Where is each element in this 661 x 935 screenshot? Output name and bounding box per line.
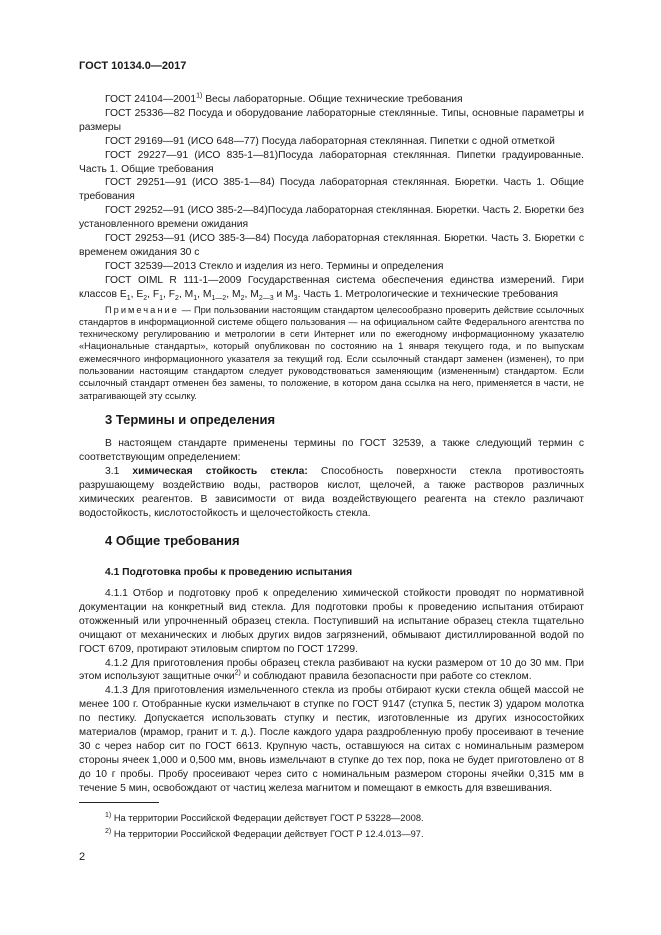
term-name: химическая стойкость стекла: bbox=[132, 465, 308, 477]
normative-references bbox=[79, 93, 584, 402]
reference-item-oiml: ГОСТ OIML R 111-1—2009 Государственная система обеспечения единства измерений. Гири классов $E_1$, $E_2$, $F_1$, $F_2$, $M_1$, $M_{1—2}$, $M_2$, $M_{2—3}$ и $M_3$. Часть 1. Метрологические и технические требования bbox=[79, 274, 584, 302]
clause-4-1-3: 4.1.3 Для приготовления измельченного стекла из пробы отбирают куски стекла общей массой не менее 100 г. Отобранные куски измельчают в ступке по ГОСТ 9147 (ступка 5, пестик 3) ударом молотка по пестику. Допускается использовать ступку и пестик, изготовленные из других износостойких материалов (мрамор, гранит и т. д.). После каждого удара раздробленную пробу просеивают в течение 30 с через набор сит по ГОСТ 6613. Крупную часть, оставшуюся на ситах с номинальным размером стороны ячеек 1,000 и 0,500 мм, вновь измельчают в ступке до тех пор, пока не будет приготовлено от 8 до 10 г пробы. Пробу просеивают через сито с номинальным размером стороны ячейки 0,315 мм в течение 5 мин, освобождают от частиц железа магнитом и помещают в емкость для взвешивания. bbox=[79, 685, 584, 794]
section-3-body bbox=[79, 437, 584, 520]
note-label: Примечание bbox=[105, 304, 179, 315]
section-4-heading: 4 Общие требования bbox=[105, 533, 240, 548]
subsection-4-1-heading: 4.1 Подготовка пробы к проведению испытания bbox=[105, 567, 353, 578]
page-number: 2 bbox=[79, 851, 86, 863]
reference-item: ГОСТ 25336—82 Посуда и оборудование лабораторные стеклянные. Типы, основные параметры и размеры bbox=[79, 107, 585, 133]
reference-item: ГОСТ 24104—2001$^{1)}$ Весы лабораторные. Общие технические требования bbox=[105, 92, 463, 105]
standard-header: ГОСТ 10134.0—2017 bbox=[79, 60, 187, 72]
term-definition: 3.1 химическая стойкость стекла: Способность поверхности стекла противостоять разрушающему воздействию воды, растворов кислот, щелочей, а также растворов различных химических реагентов. В зависимости от вида воздействующего реагента на стекло различают водостойкость, кислотостойкость и щелочестойкость стекла. bbox=[79, 465, 585, 519]
footnote-1: $^{1)}$ На территории Российской Федерации действует ГОСТ Р 53228—2008. bbox=[105, 811, 424, 823]
section-3-heading: 3 Термины и определения bbox=[105, 412, 276, 427]
clause-4-1-2: 4.1.2 Для приготовления пробы образец стекла разбивают на куски размером от 10 до 30 мм. При этом используют защитные очки$^{2)}$ и соблюдают правила безопасности при работе со стеклом. bbox=[79, 657, 584, 683]
reference-item: ГОСТ 29253—91 (ИСО 385-3—84) Посуда лабораторная стеклянная. Бюретки. Часть 3. Бюретки с временем ожидания 30 с bbox=[79, 233, 584, 258]
clause-4-1-1: 4.1.1 Отбор и подготовку проб к определению химической стойкости проводят по нормативной документации на конкретный вид стекла. Для подготовки пробы к проведению испытания отбирают отожженный или упрочненный образец стекла. Поступивший на испытание образец стекла тщательно очищают от механических и любых других видов загрязнений, обмывают дистиллированной водой по ГОСТ 6709, протирают этиловым спиртом по ГОСТ 17299. bbox=[79, 588, 584, 655]
section-4-body bbox=[79, 587, 584, 796]
section-3-intro: В настоящем стандарте применены термины по ГОСТ 32539, а также следующий термин с соответствующим определением: bbox=[79, 438, 584, 463]
reference-item: ГОСТ 32539—2013 Стекло и изделия из него. Термины и определения bbox=[105, 260, 444, 272]
footnote-2: $^{2)}$ На территории Российской Федерации действует ГОСТ Р 12.4.013—97. bbox=[105, 827, 424, 839]
reference-item: ГОСТ 29227—91 (ИСО 835-1—81)Посуда лабораторная стеклянная. Пипетки градуированные. Часть 1. Общие требования bbox=[79, 149, 584, 175]
footnote-divider bbox=[79, 802, 159, 803]
reference-item: ГОСТ 29251—91 (ИСО 385-1—84) Посуда лабораторная стеклянная. Бюретки. Часть 1. Общие требования bbox=[79, 177, 584, 203]
note-paragraph: Примечание — При пользовании настоящим стандартом целесообразно проверить действие ссылочных стандартов в информационной системе общего пользования — на официальном сайте Федерального агентства по техническому регулированию и метрологии в сети Интернет или по ежегодному информационному указателю «Национальные стандарты», который опубликован по состоянию на 1 января текущего года, и по выпускам ежемесячного информационного указателя за текущий год. Если ссылочный стандарт заменен (изменен), то при пользовании настоящим стандартом следует руководствоваться заменяющим (измененным) стандартом. Если ссылочный стандарт отменен без замены, то положение, в котором дана ссылка на него, применяется в части, не затрагивающей эту ссылку. bbox=[79, 304, 584, 401]
reference-item: ГОСТ 29252—91 (ИСО 385-2—84)Посуда лабораторная стеклянная. Бюретки. Часть 2. Бюретки без установленного времени ожидания bbox=[79, 205, 585, 231]
reference-item: ГОСТ 29169—91 (ИСО 648—77) Посуда лабораторная стеклянная. Пипетки с одной отметкой bbox=[105, 135, 555, 147]
